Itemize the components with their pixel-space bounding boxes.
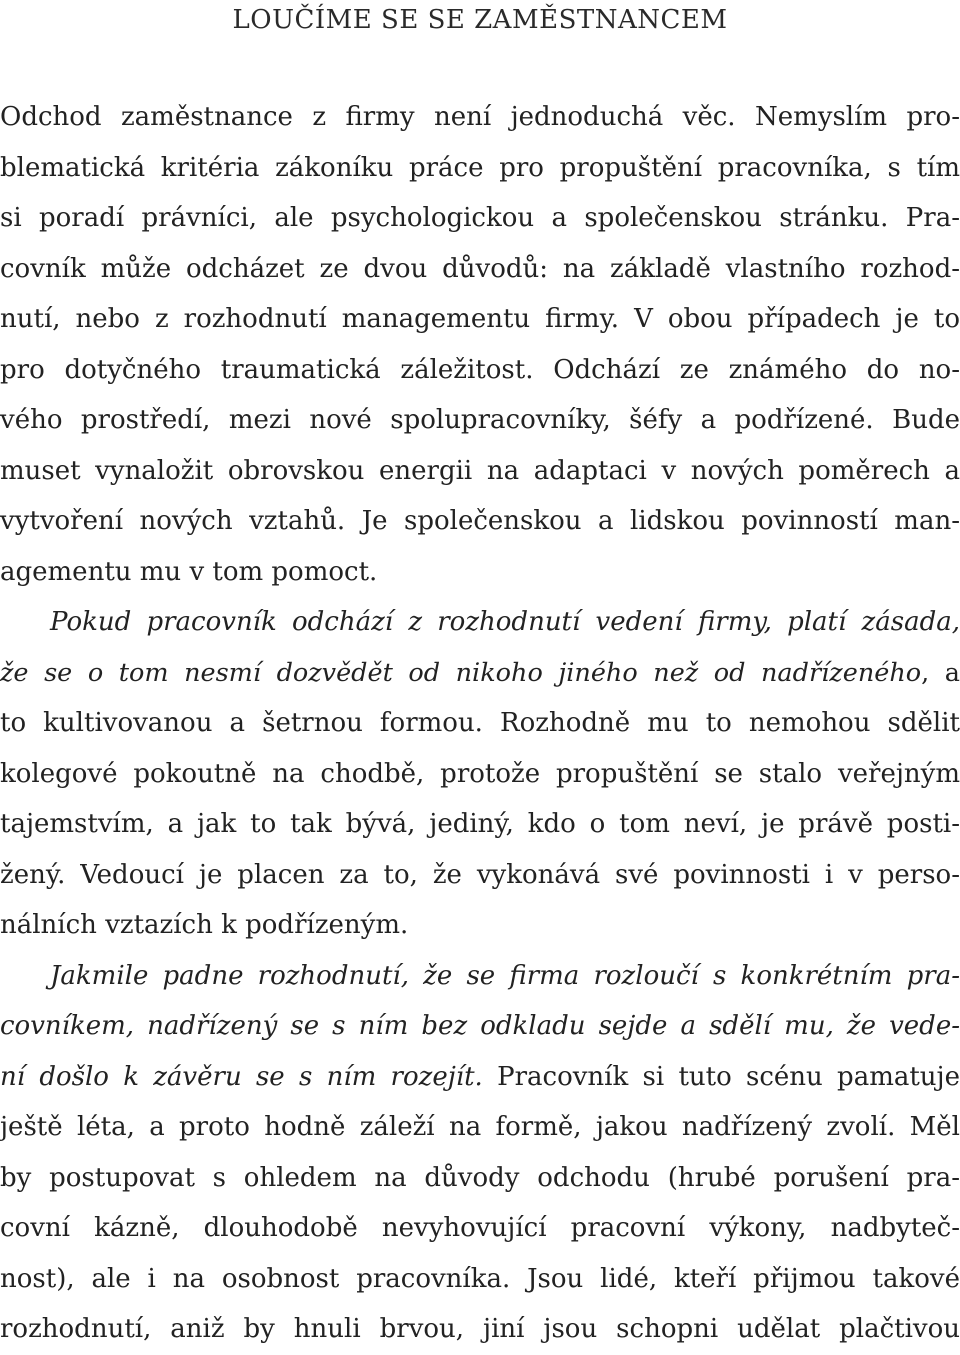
text-segment: pro dotyčného traumatická záležitost. Odchází ze známého do no- xyxy=(0,354,960,385)
text-line xyxy=(0,345,960,396)
text-segment: blematická kritéria zákoníku práce pro propuštění pracovníka, s tím xyxy=(0,152,960,183)
italic-text-segment: ní došlo k závěru se s ním rozejít. xyxy=(0,1061,483,1092)
text-line xyxy=(0,850,960,901)
text-line xyxy=(0,547,960,598)
text-line xyxy=(0,900,960,951)
text-segment: muset vynaložit obrovskou energii na adaptaci v nových poměrech a xyxy=(0,455,960,486)
text-line xyxy=(0,1102,960,1153)
text-segment: covní kázně, dlouhodobě nevyhovující pracovní výkony, nadbyteč- xyxy=(0,1213,960,1243)
text-segment: nutí, nebo z rozhodnutí managementu firmy. V obou případech je to xyxy=(0,304,960,334)
text-segment: nost), ale i na osobnost pracovníka. Jsou lidé, kteří přijmou takové xyxy=(0,1263,960,1294)
text-line xyxy=(0,749,960,800)
text-line xyxy=(0,244,960,295)
text-line xyxy=(0,1254,960,1305)
text-segment: by postupovat s ohledem na důvody odchodu (hrubé porušení pra- xyxy=(0,1162,960,1193)
text-line xyxy=(0,1052,960,1103)
italic-text-segment: Pokud pracovník odchází z rozhodnutí vedení firmy, platí zásada, xyxy=(50,607,960,637)
italic-text-segment: Jakmile padne rozhodnutí, že se firma rozloučí s konkrétním pra- xyxy=(50,960,960,991)
text-line xyxy=(0,496,960,547)
text-line xyxy=(0,294,960,345)
text-segment: , a xyxy=(921,657,960,688)
text-segment: rozhodnutí, aniž by hnuli brvou, jiní jsou schopni udělat plačtivou xyxy=(0,1314,960,1344)
text-line xyxy=(0,395,960,446)
text-line xyxy=(0,143,960,194)
italic-text-segment: že se o tom nesmí dozvědět od nikoho jiného než od nadřízeného xyxy=(0,657,922,688)
text-segment: agementu mu v tom pomoct. xyxy=(0,556,378,587)
text-segment: vytvoření nových vztahů. Je společenskou a lidskou povinností man- xyxy=(0,506,960,536)
text-line xyxy=(0,799,960,850)
text-segment: Pracovník si tuto scénu pamatuje xyxy=(482,1061,960,1092)
text-line xyxy=(0,698,960,749)
text-line xyxy=(0,92,960,143)
text-segment: to kultivovanou a šetrnou formou. Rozhodně mu to nemohou sdělit xyxy=(0,708,960,738)
text-segment: kolegové pokoutně na chodbě, protože propuštění se stalo veřejným xyxy=(0,758,960,789)
text-line xyxy=(0,1153,960,1204)
text-line xyxy=(0,1001,960,1052)
text-line xyxy=(0,951,960,1002)
chapter-title: LOUČÍME SE SE ZAMĚSTNANCEM xyxy=(232,5,728,35)
text-segment: Odchod zaměstnance z firmy není jednoduchá věc. Nemyslím pro- xyxy=(0,102,960,132)
text-segment: žený. Vedoucí je placen za to, že vykonává své povinnosti i v perso- xyxy=(0,859,960,890)
text-line xyxy=(0,648,960,699)
text-segment: covník může odcházet ze dvou důvodů: na základě vlastního rozhod- xyxy=(0,253,960,284)
text-line xyxy=(0,193,960,244)
italic-text-segment: covníkem, nadřízený se s ním bez odkladu sejde a sdělí mu, že vede- xyxy=(0,1011,960,1041)
body-text xyxy=(0,92,960,1355)
text-segment: ještě léta, a proto hodně záleží na formě, jakou nadřízený zvolí. Měl xyxy=(0,1112,960,1142)
text-segment: si poradí právníci, ale psychologickou a společenskou stránku. Pra- xyxy=(0,203,960,233)
text-line xyxy=(0,446,960,497)
text-segment: nálních vztazích k podřízeným. xyxy=(0,910,409,940)
text-line xyxy=(0,1203,960,1254)
text-line xyxy=(0,597,960,648)
text-segment: vého prostředí, mezi nové spolupracovníky, šéfy a podřízené. Bude xyxy=(0,405,960,435)
text-segment: tajemstvím, a jak to tak bývá, jediný, kdo o tom neví, je právě posti- xyxy=(0,809,960,839)
